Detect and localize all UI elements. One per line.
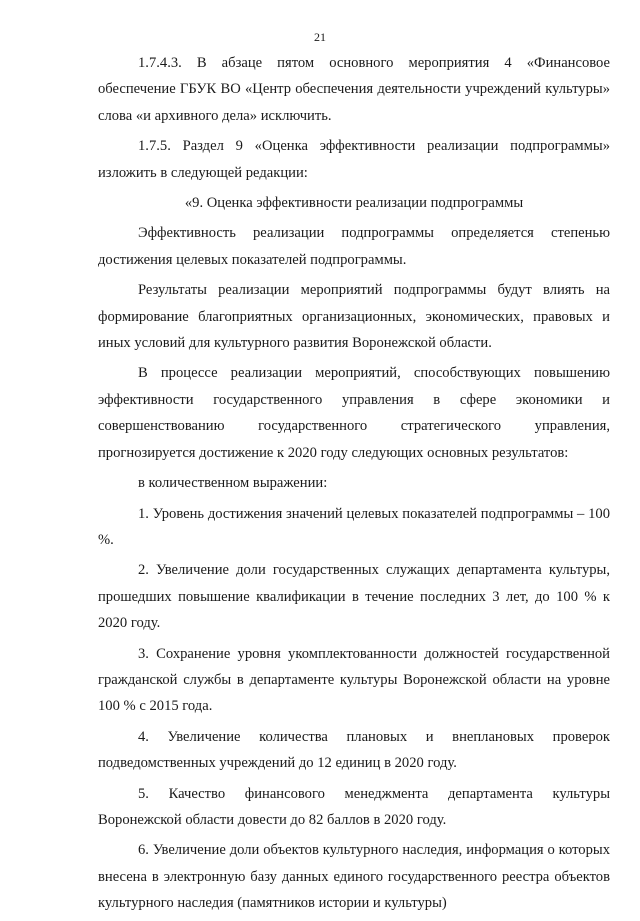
page-number: 21: [314, 30, 326, 44]
paragraph-forecast: В процессе реализации мероприятий, способствующих повышению эффективности государственного управления в сфере экономики и совершенствованию государственного стратегического управления, прогнозируется достижение к 2020 году следующих основных результатов:: [98, 365, 610, 461]
document-body: [98, 50, 610, 921]
list-item-6: 6. Увеличение доли объектов культурного наследия, информация о которых внесена в электронную базу данных единого государственного реестра объектов культурного наследия (памятников истории и культуры): [98, 842, 610, 912]
list-item-5: 5. Качество финансового менеджмента департамента культуры Воронежской области довести до 82 баллов в 2020 году.: [98, 785, 610, 828]
paragraph-1743: 1.7.4.3. В абзаце пятом основного мероприятия 4 «Финансовое обеспечение ГБУК ВО «Центр обеспечения деятельности учреждений культуры» слова «и архивного дела» исключить.: [98, 55, 610, 124]
list-item-1: 1. Уровень достижения значений целевых показателей подпрограммы – 100 %.: [98, 505, 610, 548]
paragraph-175: 1.7.5. Раздел 9 «Оценка эффективности реализации подпрограммы» изложить в следующей редакции:: [98, 138, 610, 181]
paragraph-quantitative: в количественном выражении:: [138, 475, 328, 492]
list-item-2: 2. Увеличение доли государственных служащих департамента культуры, прошедших повышение квалификации в течение последних 3 лет, до 100 % к 2020 году.: [98, 562, 610, 632]
paragraph-efficiency: Эффективность реализации подпрограммы определяется степенью достижения целевых показателей подпрограммы.: [98, 225, 610, 268]
list-item-4: 4. Увеличение количества плановых и внеплановых проверок подведомственных учреждений до 12 единиц в 2020 году.: [98, 728, 610, 772]
list-item-3: 3. Сохранение уровня укомплектованности должностей государственной гражданской службы в департаменте культуры Воронежской области на уровне 100 % с 2015 года.: [98, 645, 610, 715]
section-heading: «9. Оценка эффективности реализации подпрограммы: [184, 195, 524, 212]
paragraph-results: Результаты реализации мероприятий подпрограммы будут влиять на формирование благоприятных организационных, экономических, правовых и иных условий для культурного развития Воронежской области.: [98, 282, 610, 352]
